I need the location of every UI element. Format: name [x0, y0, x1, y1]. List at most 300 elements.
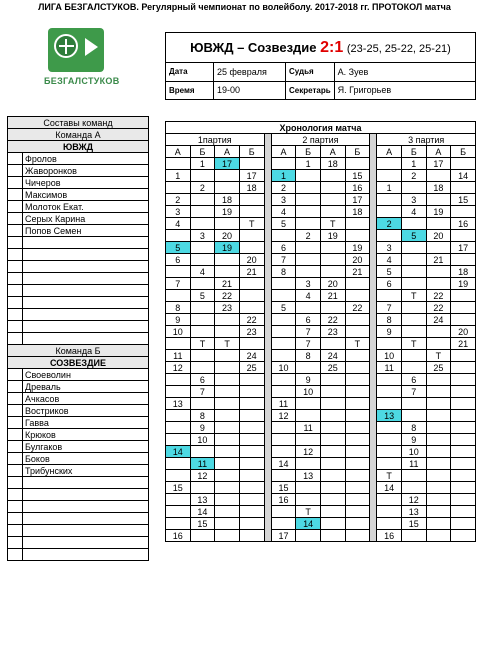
score-cell [271, 434, 296, 446]
score-cell [239, 278, 264, 290]
score-cell [296, 530, 321, 542]
score-cell: 7 [271, 254, 296, 266]
score-cell [166, 422, 191, 434]
score-cell [377, 206, 402, 218]
score-cell [345, 386, 370, 398]
score-cell [345, 290, 370, 302]
score-cell [271, 446, 296, 458]
score-cell: 22 [426, 302, 451, 314]
score-cell [426, 242, 451, 254]
score-cell [239, 194, 264, 206]
judge-label: Судья [286, 63, 335, 82]
score-cell [451, 434, 476, 446]
score-cell: 16 [166, 530, 191, 542]
score-cell [190, 218, 215, 230]
score-cell: Т [426, 350, 451, 362]
score-cell: 1 [190, 158, 215, 170]
score-cell: 2 [166, 194, 191, 206]
score-cell [320, 494, 345, 506]
score-cell: Т [401, 338, 426, 350]
score-cell [451, 314, 476, 326]
player-number [8, 321, 23, 333]
score-cell [190, 326, 215, 338]
score-cell: 14 [271, 458, 296, 470]
score-cell [426, 434, 451, 446]
team-a-player [23, 297, 149, 309]
team-a-player: Максимов [23, 189, 149, 201]
score-cell [296, 302, 321, 314]
player-number [8, 441, 23, 453]
score-cell: 22 [215, 290, 240, 302]
score-cell [345, 230, 370, 242]
score-cell [271, 386, 296, 398]
score-cell: 6 [190, 374, 215, 386]
score-cell [377, 158, 402, 170]
score-cell: 10 [377, 350, 402, 362]
score-cell [320, 206, 345, 218]
score-cell: 20 [215, 230, 240, 242]
score-cell: 15 [401, 518, 426, 530]
team-column-header: А [320, 146, 345, 158]
score-cell: 2 [271, 182, 296, 194]
score-cell [296, 398, 321, 410]
score-cell [345, 434, 370, 446]
score-cell [320, 338, 345, 350]
player-number [8, 405, 23, 417]
score-cell: 9 [401, 434, 426, 446]
score-cell: 3 [377, 242, 402, 254]
rosters-table [7, 116, 149, 561]
score-cell [239, 482, 264, 494]
judge-value: А. Зуев [334, 63, 475, 82]
score-cell: 20 [426, 230, 451, 242]
score-cell: 3 [401, 194, 426, 206]
score-cell [190, 242, 215, 254]
score-cell [296, 458, 321, 470]
score-cell [296, 206, 321, 218]
score-cell: 6 [296, 314, 321, 326]
team-column-header: Б [239, 146, 264, 158]
score-cell [215, 530, 240, 542]
score-cell [320, 506, 345, 518]
score-cell [426, 194, 451, 206]
team-b-player: Боков [23, 453, 149, 465]
score-cell: 8 [377, 314, 402, 326]
score-cell [451, 410, 476, 422]
score-cell [239, 374, 264, 386]
score-cell [166, 506, 191, 518]
score-cell [215, 254, 240, 266]
score-cell [215, 182, 240, 194]
score-cell [320, 254, 345, 266]
score-cell [345, 518, 370, 530]
score-cell: 18 [426, 182, 451, 194]
score-cell [271, 230, 296, 242]
score-cell: 2 [401, 170, 426, 182]
score-cell [190, 350, 215, 362]
set-title: 2 партия [271, 134, 370, 146]
score-cell: 8 [271, 266, 296, 278]
score-cell [320, 470, 345, 482]
score-cell: 15 [451, 194, 476, 206]
score-cell [271, 518, 296, 530]
score-cell [215, 518, 240, 530]
score-cell [166, 518, 191, 530]
score-cell: 22 [345, 302, 370, 314]
score-cell: 1 [296, 158, 321, 170]
score-cell [166, 374, 191, 386]
team-column-header: Б [451, 146, 476, 158]
team-column-header: А [215, 146, 240, 158]
score-cell [239, 494, 264, 506]
score-cell [271, 422, 296, 434]
team-a-player: Жаворонков [23, 165, 149, 177]
player-number [8, 309, 23, 321]
score-cell [239, 158, 264, 170]
player-number [8, 369, 23, 381]
secretary-label: Секретарь [286, 81, 335, 100]
score-cell [377, 338, 402, 350]
score-cell [166, 470, 191, 482]
player-number [8, 453, 23, 465]
score-cell: 10 [296, 386, 321, 398]
score-cell: 23 [320, 326, 345, 338]
player-number [8, 201, 23, 213]
score-cell [345, 350, 370, 362]
score-cell: 21 [239, 266, 264, 278]
score-cell: 4 [166, 218, 191, 230]
score-cell [190, 302, 215, 314]
score-cell: 12 [296, 446, 321, 458]
score-cell [215, 494, 240, 506]
score-cell: 18 [239, 182, 264, 194]
score-cell [401, 218, 426, 230]
score-cell: 21 [215, 278, 240, 290]
score-cell [401, 302, 426, 314]
score-cell: 2 [296, 230, 321, 242]
date-value: 25 февраля [214, 63, 286, 82]
score-cell [377, 398, 402, 410]
team-a-player [23, 309, 149, 321]
chronology-title: Хронология матча [166, 122, 476, 134]
score-cell [345, 218, 370, 230]
score-cell [320, 458, 345, 470]
score-cell [345, 458, 370, 470]
score-cell [296, 182, 321, 194]
score-cell [271, 158, 296, 170]
score-cell: 6 [377, 278, 402, 290]
score-cell [451, 290, 476, 302]
score-cell: 10 [271, 362, 296, 374]
score-cell [426, 530, 451, 542]
score-cell [377, 170, 402, 182]
score-cell [239, 410, 264, 422]
team-b-player: Трибунских [23, 465, 149, 477]
score-cell: 1 [271, 170, 296, 182]
score-cell [190, 254, 215, 266]
match-title [166, 33, 476, 63]
score-cell: 11 [271, 398, 296, 410]
match-sets: (23-25, 25-22, 25-21) [346, 42, 451, 55]
team-b-player: Древаль [23, 381, 149, 393]
score-cell [215, 422, 240, 434]
score-cell [239, 458, 264, 470]
score-cell: 6 [401, 374, 426, 386]
score-cell: 4 [271, 206, 296, 218]
player-number [8, 393, 23, 405]
score-cell: 17 [215, 158, 240, 170]
score-cell: 12 [166, 362, 191, 374]
player-number [8, 213, 23, 225]
team-b-player [23, 489, 149, 501]
score-cell: 17 [451, 242, 476, 254]
score-cell [271, 278, 296, 290]
team-a-name: ЮВЖД [8, 141, 149, 153]
player-number [8, 333, 23, 345]
score-cell: 24 [320, 350, 345, 362]
team-column-header: Б [345, 146, 370, 158]
team-column-header: А [166, 146, 191, 158]
score-cell [345, 422, 370, 434]
score-cell: 13 [190, 494, 215, 506]
team-column-header: Б [401, 146, 426, 158]
score-cell: 7 [296, 326, 321, 338]
team-b-label: Команда Б [8, 345, 149, 357]
score-cell [190, 446, 215, 458]
score-cell: 13 [296, 470, 321, 482]
score-cell [377, 194, 402, 206]
score-cell: 4 [401, 206, 426, 218]
team-column-header: Б [296, 146, 321, 158]
score-cell [239, 290, 264, 302]
team-a-player: Попов Семен [23, 225, 149, 237]
score-cell: 17 [239, 170, 264, 182]
score-cell [345, 158, 370, 170]
team-a-player [23, 261, 149, 273]
score-cell: 8 [401, 422, 426, 434]
score-cell: Т [345, 338, 370, 350]
score-cell [377, 386, 402, 398]
score-cell [345, 482, 370, 494]
score-cell [401, 350, 426, 362]
score-cell [190, 278, 215, 290]
score-cell: 1 [166, 170, 191, 182]
score-cell [426, 278, 451, 290]
score-cell [296, 410, 321, 422]
score-cell [166, 266, 191, 278]
score-cell [426, 374, 451, 386]
score-cell: Т [320, 218, 345, 230]
score-cell: 7 [190, 386, 215, 398]
player-number [8, 549, 23, 561]
score-cell [401, 530, 426, 542]
score-cell [320, 398, 345, 410]
score-cell [345, 374, 370, 386]
date-label: Дата [166, 63, 214, 82]
score-cell: 15 [190, 518, 215, 530]
score-cell [320, 302, 345, 314]
score-cell [215, 374, 240, 386]
rosters-title: Составы команд [8, 117, 149, 129]
score-cell: 2 [377, 218, 402, 230]
score-cell: 11 [190, 458, 215, 470]
score-cell [296, 242, 321, 254]
player-number [8, 153, 23, 165]
score-cell [451, 458, 476, 470]
score-cell: 23 [215, 302, 240, 314]
score-cell [377, 446, 402, 458]
score-cell: 22 [426, 290, 451, 302]
score-cell [426, 482, 451, 494]
team-a-player: Молоток Екат. [23, 201, 149, 213]
score-cell: Т [377, 470, 402, 482]
score-cell: 18 [451, 266, 476, 278]
score-cell: 8 [296, 350, 321, 362]
team-a-player [23, 249, 149, 261]
score-cell [239, 506, 264, 518]
score-cell [345, 362, 370, 374]
score-cell [345, 326, 370, 338]
score-cell [271, 314, 296, 326]
score-cell [426, 266, 451, 278]
team-a-player: Серых Карина [23, 213, 149, 225]
score-cell: 9 [377, 326, 402, 338]
score-cell [426, 398, 451, 410]
player-number [8, 261, 23, 273]
score-cell [401, 242, 426, 254]
score-cell [166, 494, 191, 506]
score-cell: 4 [377, 254, 402, 266]
score-cell: 13 [377, 410, 402, 422]
score-cell: 19 [426, 206, 451, 218]
score-cell [345, 278, 370, 290]
score-cell [377, 422, 402, 434]
score-cell [190, 314, 215, 326]
score-cell [401, 182, 426, 194]
score-cell: 14 [377, 482, 402, 494]
score-cell [271, 338, 296, 350]
score-cell [401, 482, 426, 494]
score-cell: 7 [166, 278, 191, 290]
score-cell [166, 158, 191, 170]
score-cell [296, 434, 321, 446]
score-cell [296, 266, 321, 278]
team-column-header: А [426, 146, 451, 158]
set-separator [370, 134, 377, 542]
score-cell [426, 494, 451, 506]
score-cell [377, 494, 402, 506]
player-number [8, 537, 23, 549]
play-icon [85, 38, 98, 56]
score-cell: 10 [166, 326, 191, 338]
score-cell: 1 [377, 182, 402, 194]
score-cell: 16 [345, 182, 370, 194]
score-cell [451, 362, 476, 374]
score-cell: 3 [190, 230, 215, 242]
score-cell [426, 506, 451, 518]
set-title: 1партия [166, 134, 265, 146]
score-cell [451, 482, 476, 494]
score-cell [401, 410, 426, 422]
score-cell [190, 206, 215, 218]
score-cell [190, 194, 215, 206]
player-number [8, 285, 23, 297]
score-cell: 25 [320, 362, 345, 374]
score-cell: 13 [166, 398, 191, 410]
score-cell [166, 410, 191, 422]
team-a-player [23, 285, 149, 297]
score-cell [401, 470, 426, 482]
score-cell [166, 434, 191, 446]
score-cell: 24 [426, 314, 451, 326]
score-cell: 5 [271, 302, 296, 314]
score-cell [239, 386, 264, 398]
score-cell [451, 386, 476, 398]
score-cell: 6 [166, 254, 191, 266]
score-cell: 4 [190, 266, 215, 278]
score-cell [190, 482, 215, 494]
score-cell [401, 254, 426, 266]
player-number [8, 417, 23, 429]
score-cell: 3 [166, 206, 191, 218]
score-cell: 25 [426, 362, 451, 374]
score-cell [190, 398, 215, 410]
score-cell [296, 194, 321, 206]
score-cell [215, 266, 240, 278]
score-cell [451, 230, 476, 242]
score-cell [426, 422, 451, 434]
team-b-player: Своеволин [23, 369, 149, 381]
player-number [8, 273, 23, 285]
score-cell [215, 314, 240, 326]
score-cell [215, 350, 240, 362]
logo-text: БЕЗГАЛСТУКОВ [44, 76, 120, 86]
score-cell [215, 434, 240, 446]
score-cell [239, 302, 264, 314]
team-b-player: Ачкасов [23, 393, 149, 405]
score-cell [166, 290, 191, 302]
score-cell [426, 470, 451, 482]
league-logo [48, 28, 104, 72]
score-cell [345, 410, 370, 422]
score-cell [239, 434, 264, 446]
player-number [8, 429, 23, 441]
score-cell [190, 530, 215, 542]
team-a-player [23, 237, 149, 249]
score-cell: 10 [190, 434, 215, 446]
score-cell [239, 242, 264, 254]
score-cell [401, 362, 426, 374]
score-cell [166, 230, 191, 242]
score-cell [345, 530, 370, 542]
score-cell: 22 [239, 314, 264, 326]
score-cell: Т [401, 290, 426, 302]
score-cell [345, 506, 370, 518]
score-cell [215, 470, 240, 482]
score-cell: 13 [401, 506, 426, 518]
score-cell: 5 [401, 230, 426, 242]
score-cell: 20 [345, 254, 370, 266]
score-cell: Т [215, 338, 240, 350]
score-cell [451, 254, 476, 266]
team-a-label: Команда А [8, 129, 149, 141]
score-cell [271, 326, 296, 338]
score-cell: 4 [296, 290, 321, 302]
score-cell: 9 [296, 374, 321, 386]
score-cell [239, 206, 264, 218]
score-cell [401, 266, 426, 278]
score-cell: 18 [320, 158, 345, 170]
